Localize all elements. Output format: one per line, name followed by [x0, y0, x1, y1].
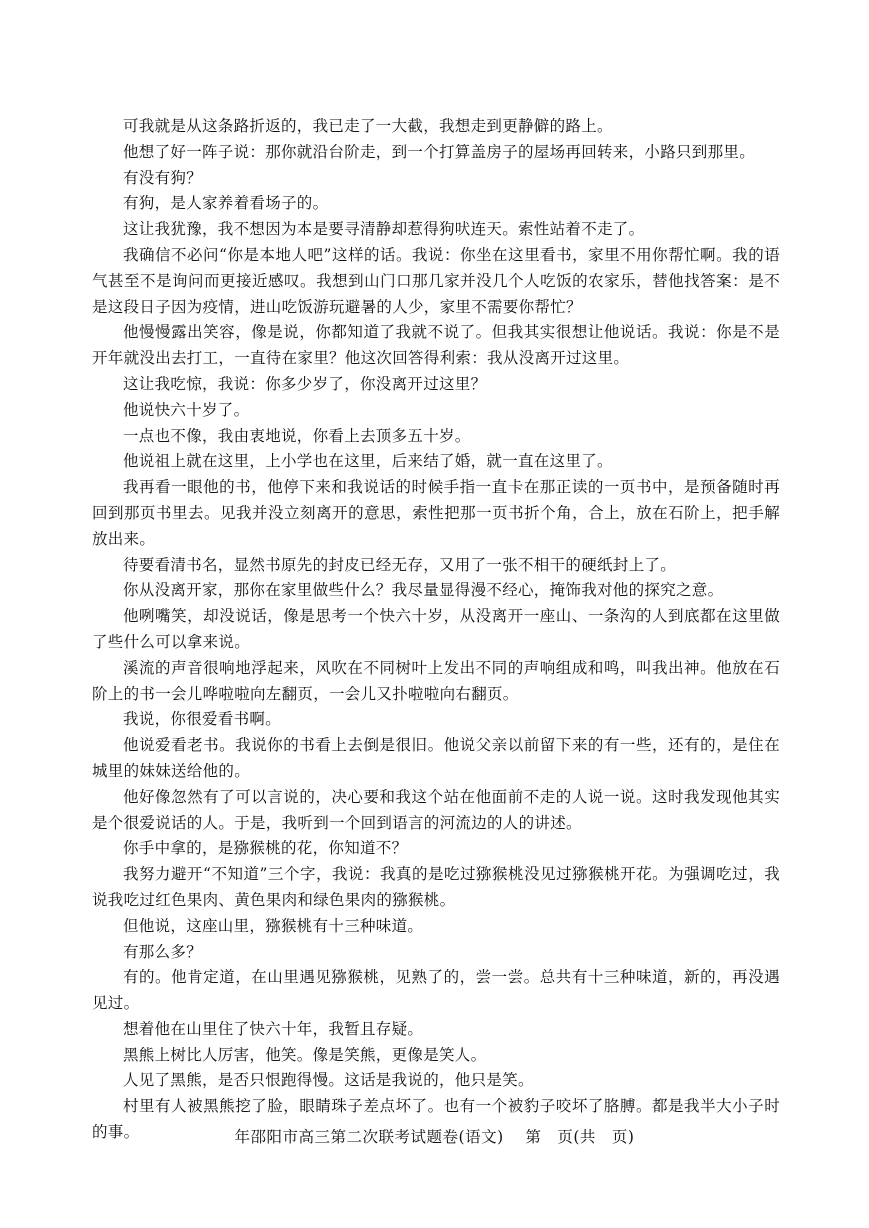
paragraph: 有那么多？: [123, 942, 203, 961]
paragraph: 有的。他肯定道，在山里遇见猕猴桃，见熟了的，尝一尝。总共有十三种味道，新的，再没遇见过。: [92, 968, 780, 1013]
paragraph: 一点也不像，我由衷地说，你看上去顶多五十岁。: [123, 426, 471, 445]
paragraph: 他咧嘴笑，却没说话，像是思考一个快六十岁，从没离开一座山、一条沟的人到底都在这里做了些什么可以拿来说。: [92, 607, 780, 651]
paragraph: 可我就是从这条路折返的，我已走了一大截，我想走到更静僻的路上。: [123, 117, 613, 135]
article-body: [92, 114, 780, 1146]
paragraph: 溪流的声音很响地浮起来，风吹在不同树叶上发出不同的声响组成和鸣，叫我出神。他放在石阶上的书一会儿哗啦啦向左翻页，一会儿又扑啦啦向右翻页。: [92, 658, 780, 703]
paragraph: 我努力避开“不知道”三个字，我说：我真的是吃过猕猴桃没见过猕猴桃开花。为强调吃过，我说我吃过红色果肉、黄色果肉和绿色果肉的猕猴桃。: [92, 865, 780, 909]
paragraph: 这让我犹豫，我不想因为本是要寻清静却惹得狗吠连天。索性站着不走了。: [123, 220, 645, 239]
paragraph: 有狗，是人家养着看场子的。: [123, 194, 329, 213]
page-footer: [0, 1125, 869, 1147]
paragraph: 他说祖上就在这里，上小学也在这里，后来结了婚，就一直在这里了。: [123, 452, 613, 471]
paragraph: 你手中拿的，是猕猴桃的花，你知道不？: [123, 839, 408, 858]
page-number-label: 第 页(共 页): [525, 1128, 635, 1146]
paragraph: 他好像忽然有了可以言说的，决心要和我这个站在他面前不走的人说一说。这时我发现他其实是个很爱说话的人。于是，我听到一个回到语言的河流边的人的讲述。: [92, 787, 780, 832]
paragraph: 有没有狗？: [123, 168, 203, 187]
paragraph: 但他说，这座山里，猕猴桃有十三种味道。: [123, 916, 424, 935]
paragraph: 他慢慢露出笑容，像是说，你都知道了我就不说了。但我其实很想让他说话。我说：你是不是开年就没出去打工，一直待在家里？他这次回答得利索：我从没离开过这里。: [92, 323, 780, 368]
paragraph: 我再看一眼他的书，他停下来和我说话的时候手指一直卡在那正读的一页书中，是预备随时再回到那页书里去。见我并没立刻离开的意思，索性把那一页书折个角，合上，放在石阶上，把手解放出来。: [92, 478, 780, 548]
paragraph: 他说爱看老书。我说你的书看上去倒是很旧。他说父亲以前留下来的有一些，还有的，是住在城里的妹妹送给他的。: [92, 736, 780, 780]
paragraph: 他想了好一阵子说：那你就沿台阶走，到一个打算盖房子的屋场再回转来，小路只到那里。: [123, 142, 756, 161]
paragraph: 想着他在山里住了快六十年，我暂且存疑。: [123, 1019, 424, 1038]
paragraph: 你从没离开家，那你在家里做些什么？我尽量显得漫不经心，掩饰我对他的探究之意。: [123, 581, 724, 600]
paragraph: 黑熊上树比人厉害，他笑。像是笑熊，更像是笑人。: [123, 1045, 487, 1064]
paragraph: 他说快六十岁了。: [123, 400, 250, 419]
paragraph: 人见了黑熊，是否只恨跑得慢。这话是我说的，他只是笑。: [123, 1071, 534, 1090]
paragraph: 我说，你很爱看书啊。: [123, 710, 282, 729]
paragraph: 我确信不必问“你是本地人吧”这样的话。我说：你坐在这里看书，家里不用你帮忙啊。我的语气甚至不是询问而更接近感叹。我想到山门口那几家并没几个人吃饭的农家乐，替他找答案：是不是这段日子因为疫情，进山吃饭游玩避暑的人少，家里不需要你帮忙？: [92, 245, 780, 316]
exam-title: 年邵阳市高三第二次联考试题卷(语文): [234, 1128, 504, 1146]
paragraph: 待要看清书名，显然书原先的封皮已经无存，又用了一张不相干的硬纸封上了。: [123, 555, 677, 574]
paragraph: 这让我吃惊，我说：你多少岁了，你没离开过这里？: [123, 374, 487, 393]
paragraph: 村里有人被黑熊挖了脸，眼睛珠子差点坏了。也有一个被豹子咬坏了胳膊。都是我半大小子时的事。: [92, 1097, 780, 1142]
